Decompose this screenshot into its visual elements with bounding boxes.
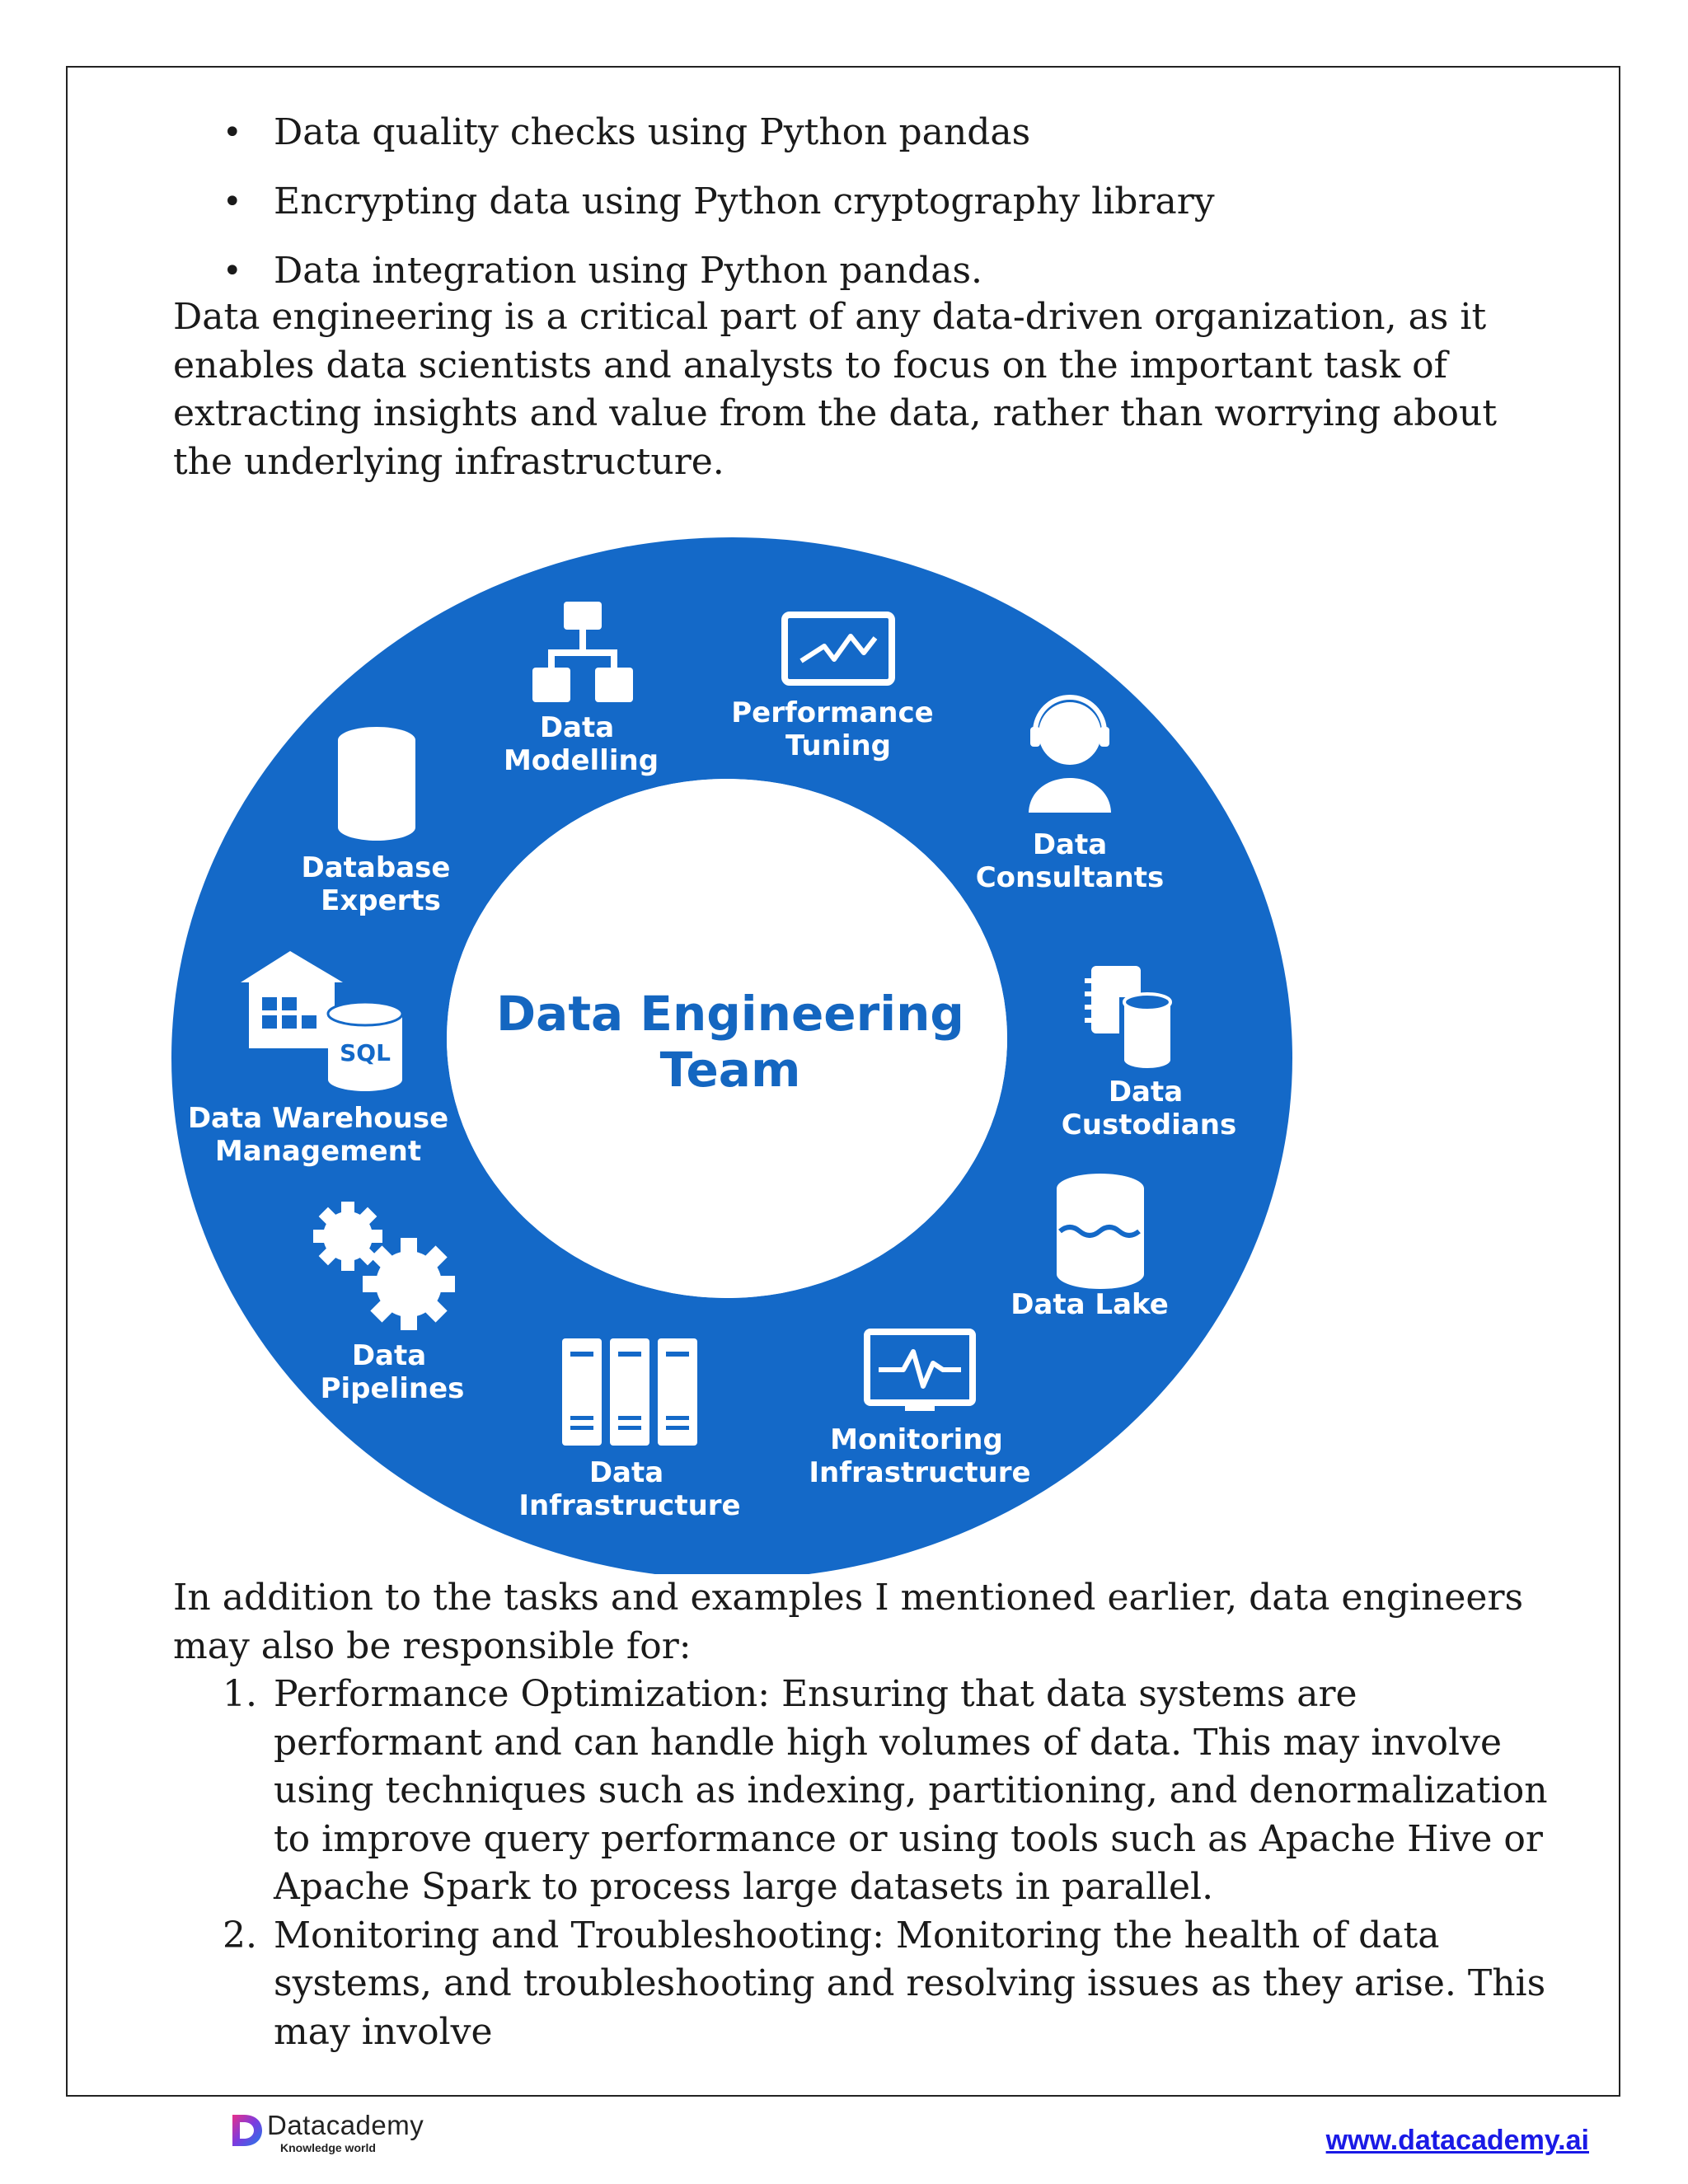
logo-name: Datacademy <box>267 2110 424 2140</box>
label-data-warehouse: Data Warehouse Management <box>187 1102 449 1168</box>
database-cylinder-icon <box>338 727 415 841</box>
label-database-experts: Database Experts <box>301 851 451 917</box>
center-title: Data Engineering <box>496 986 964 1042</box>
list-item <box>173 1912 1566 2057</box>
list-item-text: Performance Optimization: Ensuring that data systems are performant and can handle high volumes of data. This may involve using techniques such as indexing, partitioning, and denormalization to improve query performance or using tools such as Apache Hive or Apache Spark to process large datasets in parallel. <box>274 1673 1548 1908</box>
sql-database-icon <box>328 1002 402 1091</box>
svg-text:SQL: SQL <box>340 1039 391 1066</box>
label-data-consultants: Data Consultants <box>975 828 1165 894</box>
label-data-infrastructure: Data Infrastructure <box>518 1456 741 1522</box>
datacademy-logo <box>229 2111 427 2159</box>
center-subtitle: Team <box>659 1042 801 1098</box>
numbered-list <box>173 1671 1566 2056</box>
data-engineering-team-diagram <box>165 536 1319 1574</box>
intro-paragraph: In addition to the tasks and examples I mentioned earlier, data engineers may also be responsible for: <box>173 1577 1524 1667</box>
server-racks-icon <box>562 1338 697 1446</box>
bullet-item: • Data quality checks using Python pandas <box>173 104 1574 173</box>
footer-url-link[interactable]: www.datacademy.ai <box>1325 2125 1589 2156</box>
label-monitoring-infrastructure: Monitoring Infrastructure <box>809 1423 1031 1489</box>
bullet-list <box>173 104 1574 312</box>
body-paragraph: Data engineering is a critical part of any data-driven organization, as it enables data scientists and analysts to focus on the important task of extracting insights and value from the data, rather than worrying about the underlying infrastructure. <box>173 296 1498 483</box>
logo-tagline: Knowledge world <box>280 2141 376 2154</box>
label-data-lake: Data Lake <box>1010 1288 1169 1321</box>
list-number: 2. <box>223 1914 257 1957</box>
datacademy-logo-icon <box>229 2111 264 2149</box>
list-number: 1. <box>223 1673 257 1715</box>
bullet-item: • Data integration using Python pandas. <box>173 242 1574 312</box>
data-lake-icon <box>1057 1174 1144 1289</box>
list-item-text: Monitoring and Troubleshooting: Monitoring the health of data systems, and troubleshooting and resolving issues as they arise. This may involve <box>274 1914 1546 2053</box>
label-data-pipelines: Data Pipelines <box>320 1339 465 1405</box>
bullet-item: • Encrypting data using Python cryptography library <box>173 173 1574 242</box>
label-data-modelling: Data Modelling <box>503 711 659 777</box>
label-performance-tuning: Performance Tuning <box>731 696 934 762</box>
list-item <box>173 1671 1566 1912</box>
label-data-custodians: Data Custodians <box>1061 1076 1237 1141</box>
